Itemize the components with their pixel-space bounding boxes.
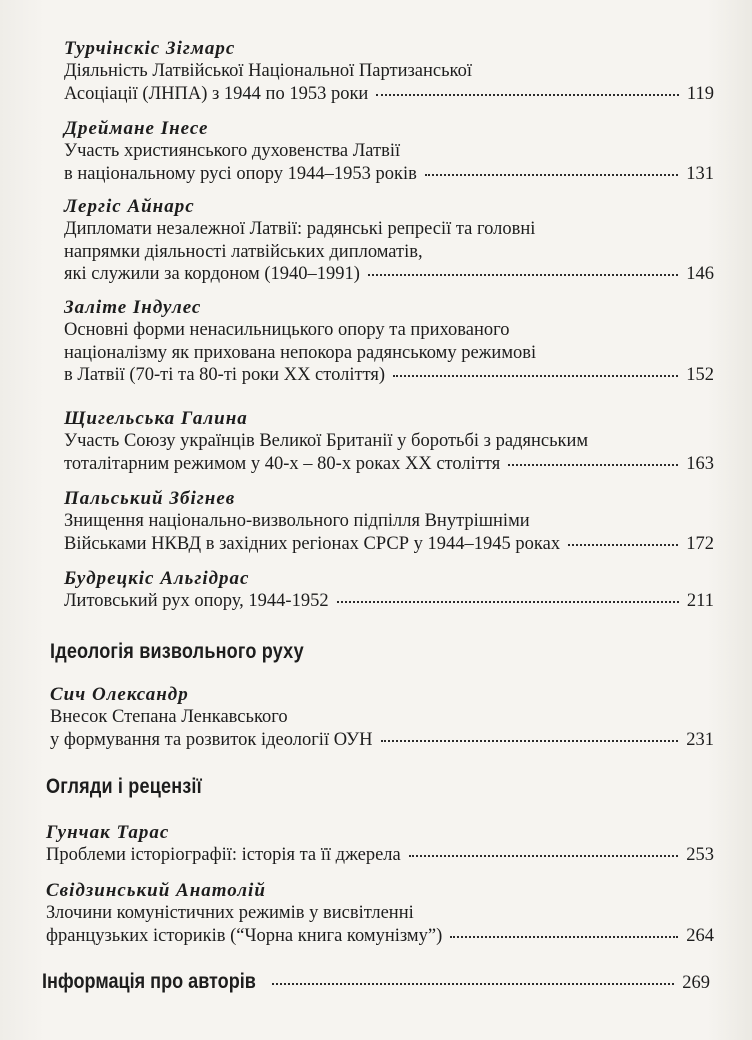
entry-author: Будрецкіс Альгідрас xyxy=(64,568,250,589)
dot-leader xyxy=(393,375,678,377)
entry-page-number: 264 xyxy=(686,925,714,946)
toc-entry xyxy=(64,568,714,613)
entry-author: Щигельська Галина xyxy=(64,408,248,429)
entry-title-line: Асоціації (ЛНПА) з 1944 по 1953 роки xyxy=(64,83,369,104)
dot-leader xyxy=(568,544,678,546)
entry-page-number: 211 xyxy=(686,591,714,611)
entry-title-line: в Латвії (70-ті та 80-ті роки XX століття) xyxy=(64,365,386,385)
entry-author: Пальський Збігнев xyxy=(64,488,236,509)
entry-author: Турчінскіс Зігмарс xyxy=(64,38,236,59)
toc-entry xyxy=(64,38,714,105)
entry-title-line: Участь християнського духовенства Латвії xyxy=(64,141,401,161)
entry-author: Дреймане Інесе xyxy=(64,118,209,139)
entry-title-line: Участь Союзу українців Великої Британії у боротьбі з радянським xyxy=(64,431,589,451)
entry-title-line: Внесок Степана Ленкавського xyxy=(50,707,288,727)
dot-leader xyxy=(450,936,678,938)
dot-leader xyxy=(272,983,674,985)
entry-title-line: французьких істориків (“Чорна книга комунізму”) xyxy=(46,925,443,946)
toc-entry xyxy=(64,488,714,555)
toc-entry xyxy=(64,297,714,387)
entry-author: Заліте Індулес xyxy=(64,297,202,318)
entry-author: Лергіс Айнарс xyxy=(64,196,195,217)
entry-page-number: 269 xyxy=(682,973,710,993)
toc-entry xyxy=(64,118,714,185)
dot-leader xyxy=(508,464,678,466)
dot-leader xyxy=(368,274,678,276)
toc-entry xyxy=(46,822,714,867)
dot-leader xyxy=(409,855,679,857)
toc-entry xyxy=(64,408,714,475)
entry-title-line: Діяльність Латвійської Національної Партизанської xyxy=(64,61,472,81)
entry-title-line: Знищення національно-визвольного підпілля Внутрішніми xyxy=(64,511,530,531)
toc-entry xyxy=(50,684,714,751)
section-heading-authors: Інформація про авторів xyxy=(42,970,256,993)
entry-title-line: які служили за кордоном (1940–1991) xyxy=(64,264,360,284)
entry-page-number: 146 xyxy=(686,264,714,284)
entry-title-line: Основні форми ненасильницького опору та прихованого xyxy=(64,320,510,340)
entry-author: Свідзинський Анатолій xyxy=(46,880,266,901)
entry-title-line: Литовський рух опору, 1944-1952 xyxy=(64,591,329,611)
entry-page-number: 253 xyxy=(686,845,714,865)
entry-page-number: 131 xyxy=(686,163,714,184)
entry-page-number: 163 xyxy=(686,453,714,474)
toc-entry-authors-info xyxy=(42,970,710,994)
entry-page-number: 172 xyxy=(686,533,714,554)
dot-leader xyxy=(381,740,679,742)
entry-title-line: Військами НКВД в західних регіонах СРСР у 1944–1945 роках xyxy=(64,533,561,554)
section-heading-ideology: Ідеологія визвольного руху xyxy=(50,640,304,663)
entry-title-line: Дипломати незалежної Латвії: радянські репресії та головні xyxy=(64,219,536,239)
entry-title-line: у формування та розвиток ідеології ОУН xyxy=(50,729,373,750)
entry-title-line: в національному русі опору 1944–1953 років xyxy=(64,163,417,184)
section-heading-reviews: Огляди і рецензії xyxy=(46,775,202,798)
dot-leader xyxy=(376,94,679,96)
entry-author: Гунчак Тарас xyxy=(46,822,170,843)
entry-title-line: націоналізму як прихована непокора радянському режимові xyxy=(64,342,537,363)
entry-title-line: напрямки діяльності латвійських дипломатів, xyxy=(64,241,423,262)
entry-page-number: 119 xyxy=(686,83,714,104)
toc-entry xyxy=(46,880,714,947)
entry-page-number: 152 xyxy=(686,365,714,385)
entry-title-line: тоталітарним режимом у 40-х – 80-х роках XX століття xyxy=(64,453,501,474)
dot-leader xyxy=(337,601,679,603)
entry-title-line: Злочини комуністичних режимів у висвітленні xyxy=(46,903,414,923)
entry-author: Сич Олександр xyxy=(50,684,189,705)
toc-entry xyxy=(64,196,714,286)
entry-page-number: 231 xyxy=(686,729,714,750)
dot-leader xyxy=(425,174,678,176)
entry-title-line: Проблеми історіографії: історія та її джерела xyxy=(46,845,401,865)
